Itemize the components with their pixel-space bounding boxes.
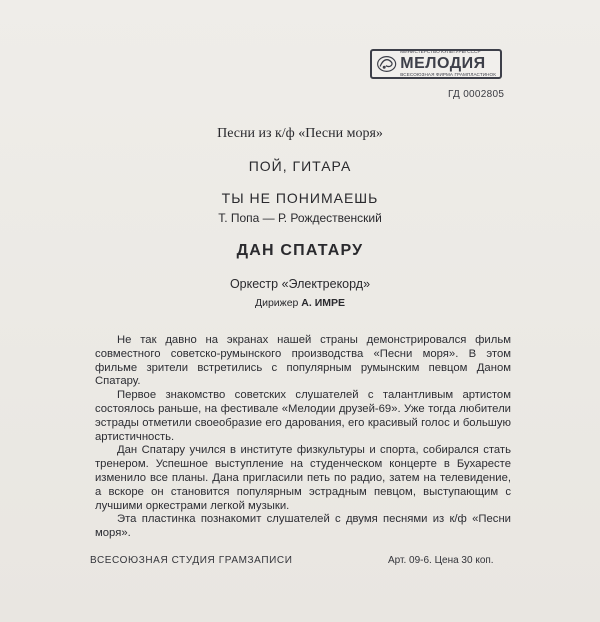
catalog-number: ГД 0002805 <box>448 89 505 100</box>
artist-name: ДАН СПАТАРУ <box>236 242 364 259</box>
liner-paragraph: Не так давно на экранах нашей страны демонстрировался фильм совместного советско-румынского производства «Песни моря». В этом фильме зрители встретились с популярным румынским певцом Даном Спатару. <box>95 334 511 388</box>
conductor-name: А. ИМРЕ <box>301 297 346 309</box>
studio-name: ВСЕСОЮЗНАЯ СТУДИЯ ГРАМЗАПИСИ <box>90 555 293 566</box>
logo-text-block <box>400 50 496 77</box>
liner-paragraph: Дан Спатару учился в институте физкультуры и спорта, собирался стать тренером. Успешное выступление на студенческом концерте в Бухаресте изменило все планы. Дана пригласили петь по радио, затем на телевидение, а вскоре он становится популярным эстрадным певцом, выступающим с лучшими оркестрами легкой музыки. <box>95 444 511 512</box>
logo-firm-text: ВСЕСОЮЗНАЯ ФИРМА ГРАМПЛАСТИНОК <box>400 72 496 77</box>
liner-paragraph: Первое знакомство советских слушателей с талантливым артистом состоялось раньше, на фестивале «Мелодии друзей-69». Уже тогда любители эстрады отметили своеобразие его дарования, его красивый голос и большую артистичность. <box>95 389 511 443</box>
song-title-1: ПОЙ, ГИТАРА <box>248 158 352 174</box>
orchestra-name: Оркестр «Электрекорд» <box>229 277 371 291</box>
film-title-line: Песни из к/ф «Песни моря» <box>217 126 383 141</box>
liner-paragraph: Эта пластинка познакомит слушателей с двумя песнями из к/ф «Песни моря». <box>95 513 511 540</box>
song-authors: Т. Попа — Р. Рождественский <box>218 211 382 225</box>
melodiya-logo <box>370 49 502 79</box>
melodiya-emblem-icon <box>376 53 397 75</box>
price-info: Арт. 09-6. Цена 30 коп. <box>388 555 494 566</box>
liner-notes <box>95 334 511 541</box>
logo-ministry-text: МИНИСТЕРСТВО КУЛЬТУРЫ СССР <box>400 49 481 55</box>
conductor-line <box>0 297 600 309</box>
song-title-2: ТЫ НЕ ПОНИМАЕШЬ <box>221 190 379 206</box>
conductor-label: Дирижер <box>254 297 299 309</box>
logo-brand-name: МЕЛОДИЯ <box>400 55 486 72</box>
